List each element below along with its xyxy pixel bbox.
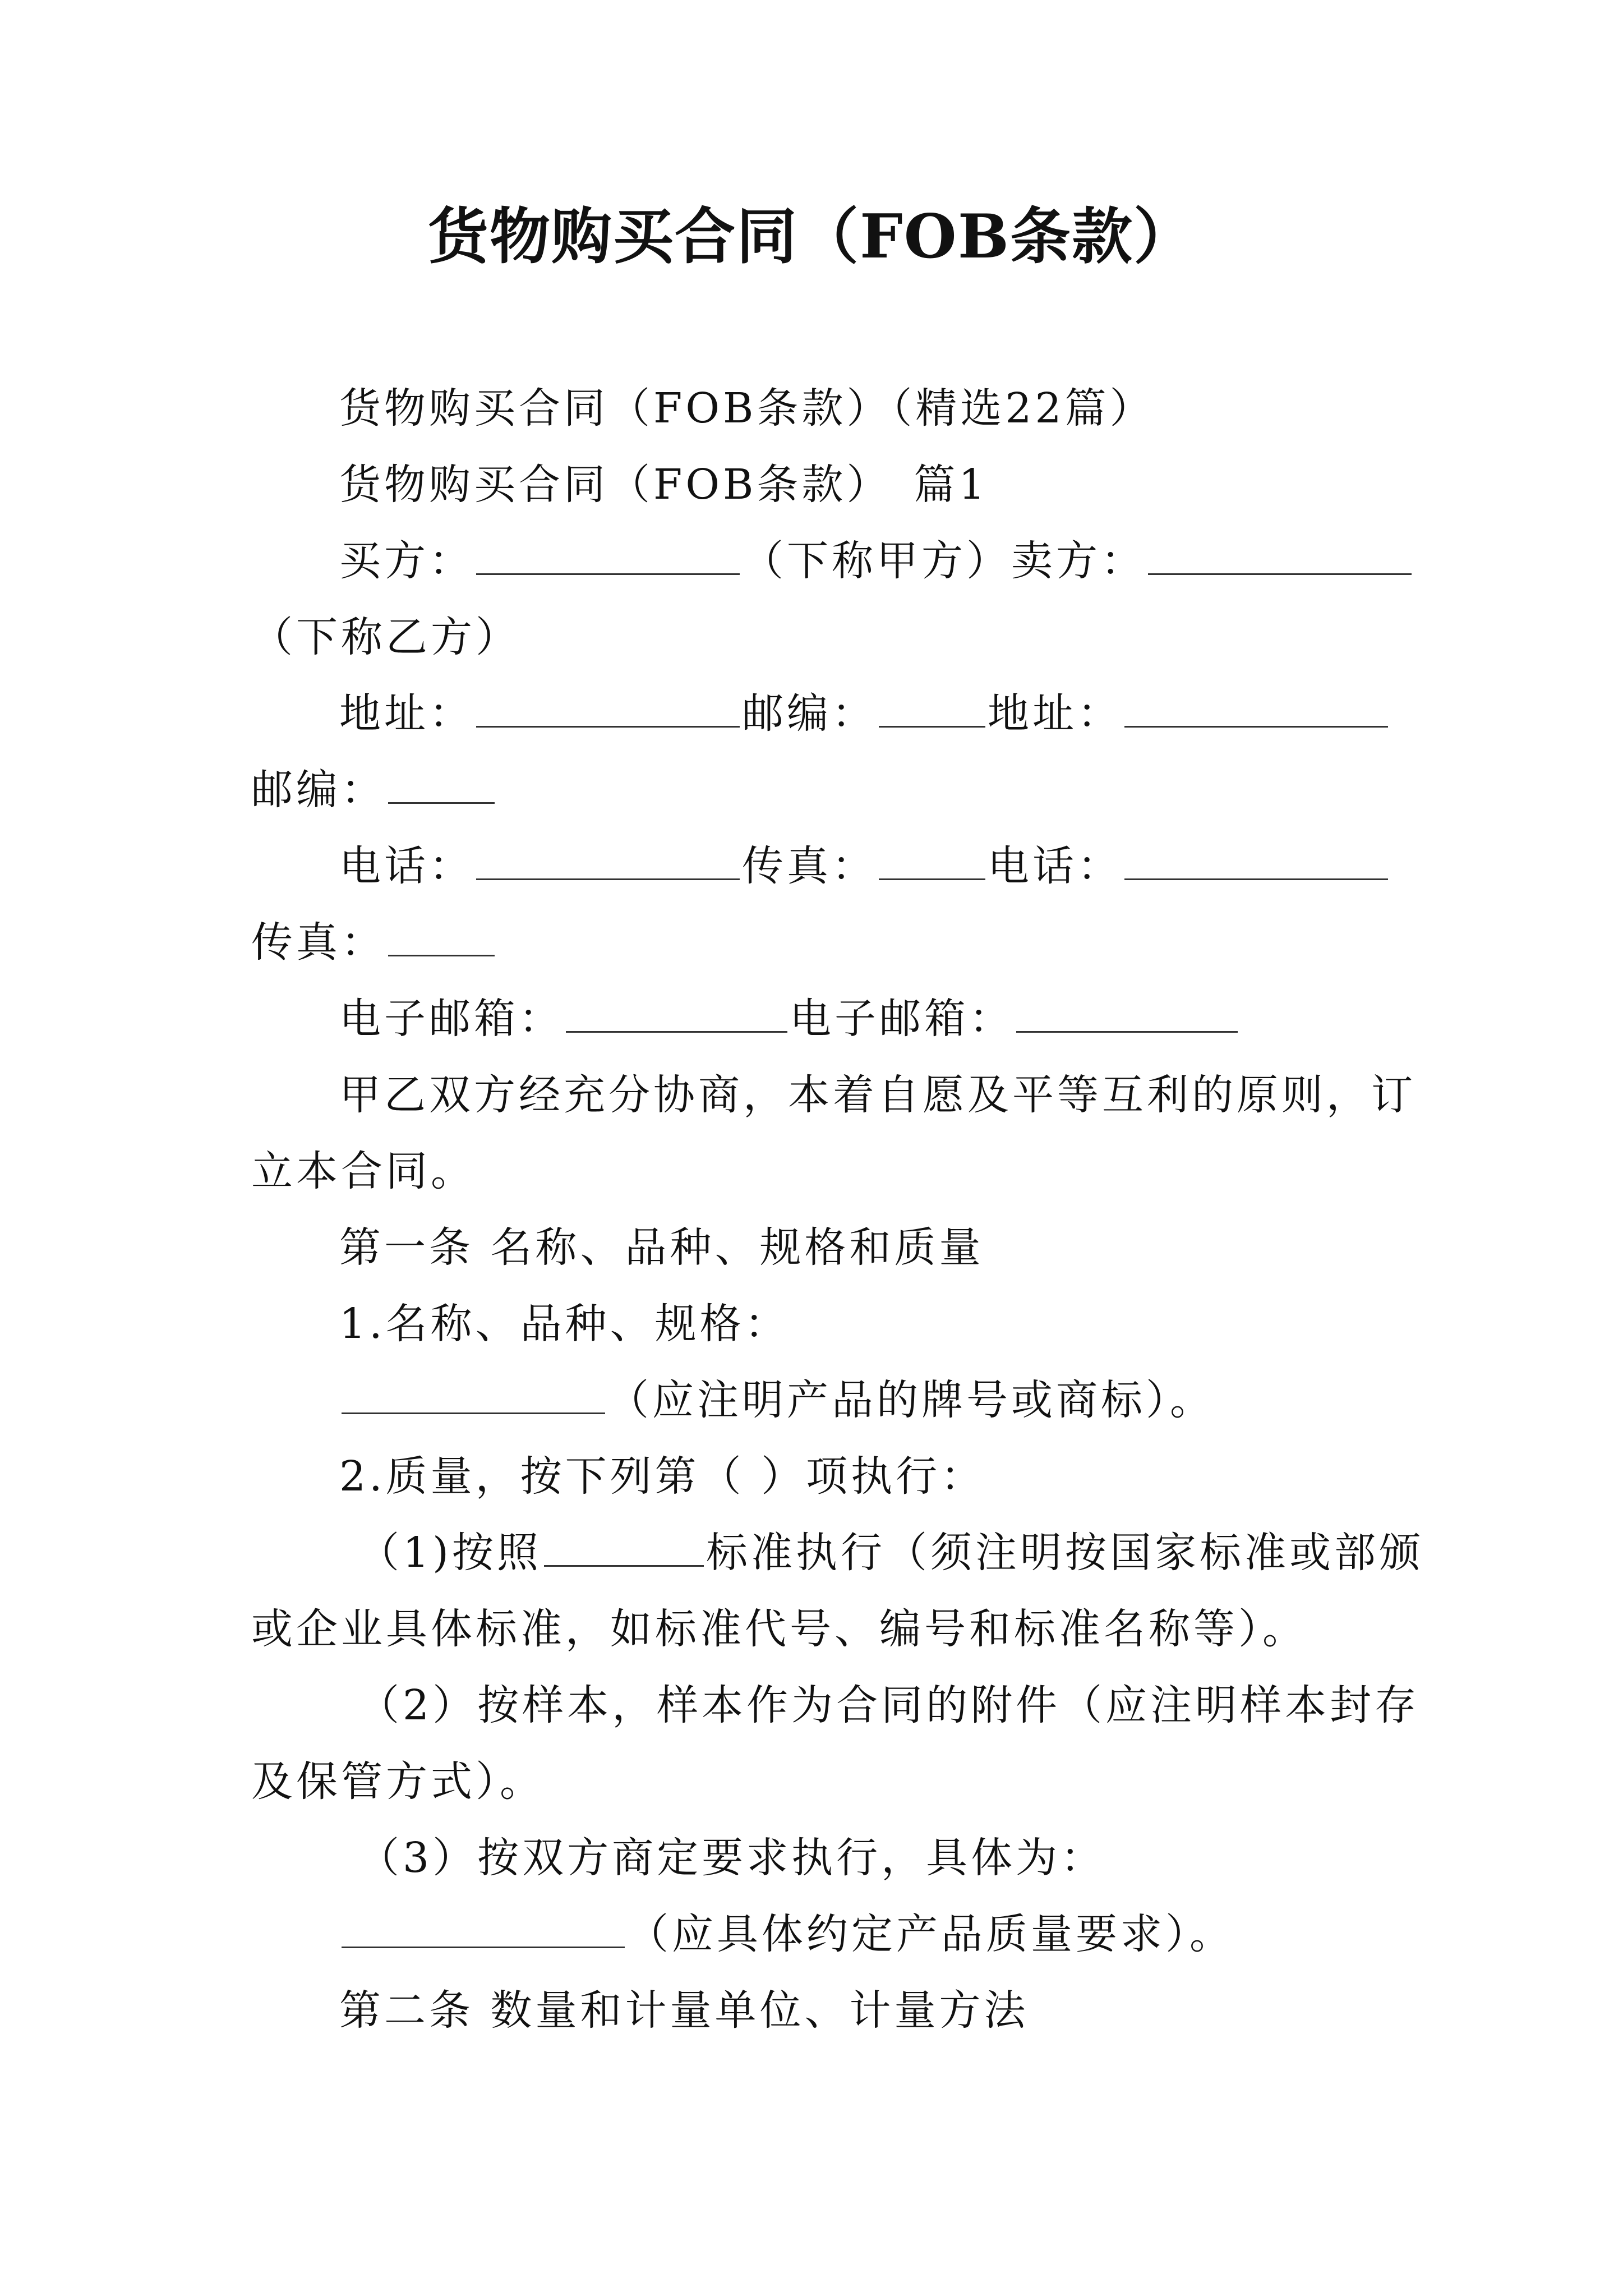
paragraph-continuation [251,1133,1395,1209]
text: 篇1 [914,461,989,509]
label-postcode: 邮编： [251,766,386,814]
paragraph-continuation [251,752,1395,828]
text: 2.质量，按下列第（ ）项执行： [339,1452,986,1501]
clause-option [251,1820,1395,1896]
blank-phone [476,847,740,880]
paragraph-preamble [251,1057,1416,1133]
text: 货物购买合同（FOB条款）（精选22篇） [339,384,1155,432]
blank-fax [879,847,985,880]
clause-option [251,1515,1424,1591]
text: （3）按双方商定要求执行，具体为： [358,1834,1106,1882]
blank-product-name [342,1381,605,1414]
blank-email [566,1000,787,1033]
clause-item [251,1286,1395,1362]
label-address: 地址： [339,689,474,738]
text: 甲乙双方经充分协商，本着自愿及平等互利的原则，订 [339,1071,1416,1119]
paragraph-buyer-seller [251,523,1395,599]
blank-quality-requirement [342,1915,625,1948]
label-phone: 电话： [988,842,1122,890]
blank-seller [1148,542,1412,575]
paragraph-phone [251,828,1395,904]
blank-phone [1124,847,1388,880]
clause-option [251,1667,1420,1743]
text: 货物购买合同（FOB条款） [339,461,892,509]
blank-email [1016,1000,1238,1033]
blank-fax [388,923,495,956]
text: 1.名称、品种、规格： [339,1300,790,1348]
blank-postcode [879,694,985,728]
blank-address [476,694,740,728]
text: （应注明产品的牌号或商标）。 [607,1376,1215,1424]
label-email: 电子邮箱： [339,995,564,1043]
text: 或企业具体标准，如标准代号、编号和标准名称等）。 [251,1605,1307,1653]
clause-item [251,1362,1395,1438]
text: 第一条 名称、品种、规格和质量 [339,1223,984,1272]
text: （下称乙方） [251,613,520,661]
paragraph-continuation [251,599,1395,675]
article-heading [251,1209,1395,1286]
paragraph-part-heading [251,447,1395,523]
text: （应具体约定产品质量要求）。 [627,1910,1234,1958]
text: （1)按照 [358,1529,542,1577]
document-body [251,370,1424,2049]
paragraph-email [251,981,1395,1057]
label-address: 地址： [988,689,1122,738]
article-heading [251,1972,1395,2049]
label-email: 电子邮箱： [790,995,1014,1043]
text: 第二条 数量和计量单位、计量方法 [339,1986,1029,2035]
paragraph-continuation [251,904,1395,981]
label-fax: 传真： [251,918,386,967]
label-phone: 电话： [339,842,474,890]
label-postcode: 邮编： [742,689,877,738]
clause-item [251,1896,1395,1972]
clause-item [251,1438,1395,1515]
blank-buyer [476,542,740,575]
label-fax: 传真： [742,842,877,890]
paragraph-continuation [251,1591,1395,1667]
blank-standard [544,1534,704,1567]
text: （2）按样本，样本作为合同的附件（应注明样本封存 [358,1681,1420,1729]
paragraph-address [251,675,1395,752]
text: 及保管方式）。 [251,1757,545,1806]
text: 标准执行（须注明按国家标准或部颁 [706,1529,1424,1577]
blank-postcode [388,771,495,804]
document-title: 货物购买合同（FOB条款） [427,201,1196,272]
label-buyer: 买方： [339,537,474,585]
paragraph-continuation [251,1743,1395,1820]
text: 立本合同。 [251,1147,476,1195]
blank-address [1124,694,1388,728]
paragraph-subtitle [251,370,1395,447]
label-seller: （下称甲方）卖方： [742,537,1146,585]
